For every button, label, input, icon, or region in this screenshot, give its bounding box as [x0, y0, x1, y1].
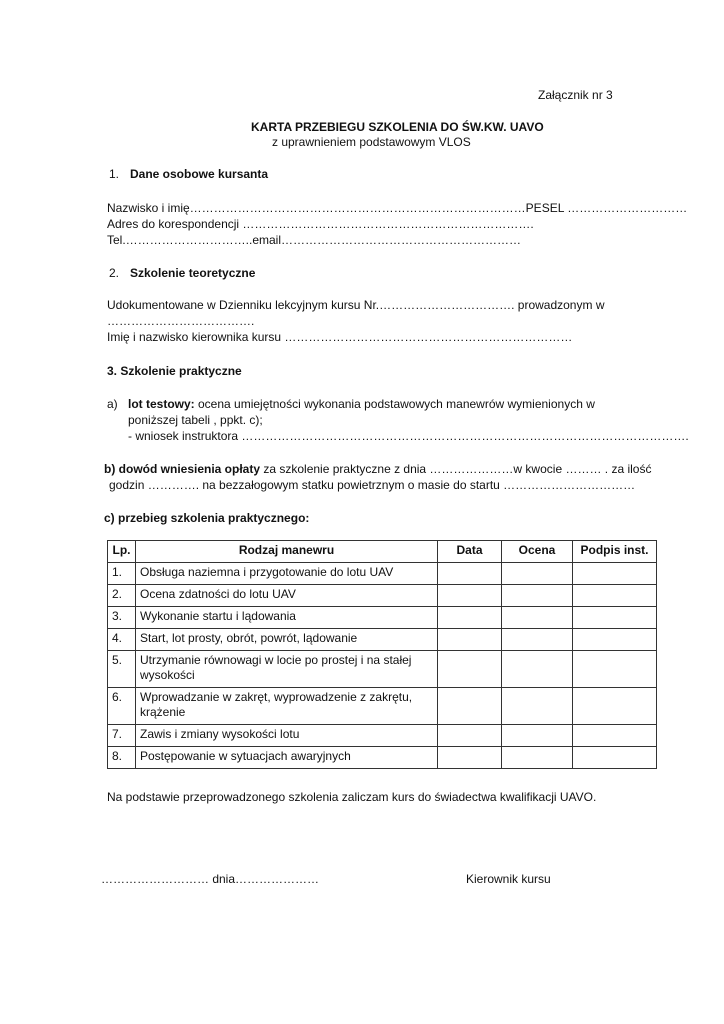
col-header-maneuver: Rodzaj manewru [136, 541, 438, 563]
row-signature-cell[interactable] [573, 725, 657, 747]
tel-email-line: Tel.…………………………..email…………………………………………………… [107, 233, 522, 247]
row-lp: 1. [108, 563, 136, 585]
table-row [108, 747, 657, 769]
table-row [108, 629, 657, 651]
row-maneuver: Postępowanie w sytuacjach awaryjnych [136, 747, 438, 769]
instructor-request-line: - wniosek instruktora …………………………………………………………………………………………………. [128, 429, 689, 443]
row-date-cell[interactable] [438, 651, 502, 688]
address-line: Adres do korespondencji ………………………………………………………………. [107, 217, 534, 231]
row-lp: 3. [108, 607, 136, 629]
row-date-cell[interactable] [438, 563, 502, 585]
table-row [108, 563, 657, 585]
row-lp: 5. [108, 651, 136, 688]
row-lp: 7. [108, 725, 136, 747]
maneuver-table [107, 540, 657, 769]
row-maneuver: Start, lot prosty, obrót, powrót, lądowanie [136, 629, 438, 651]
row-date-cell[interactable] [438, 725, 502, 747]
test-flight-text: ocena umiejętności wykonania podstawowych manewrów wymienionych w [194, 397, 595, 411]
item-a-prefix: a) [107, 397, 118, 411]
row-maneuver: Wykonanie startu i lądowania [136, 607, 438, 629]
item-b-line [104, 462, 651, 477]
row-signature-cell[interactable] [573, 688, 657, 725]
col-header-signature: Podpis inst. [573, 541, 657, 563]
row-grade-cell[interactable] [502, 725, 573, 747]
item-a-line [128, 397, 595, 412]
row-grade-cell[interactable] [502, 607, 573, 629]
row-signature-cell[interactable] [573, 747, 657, 769]
row-date-cell[interactable] [438, 747, 502, 769]
payment-proof-label: b) dowód wniesienia opłaty [104, 462, 261, 476]
section1-heading: Dane osobowe kursanta [130, 167, 269, 181]
row-grade-cell[interactable] [502, 563, 573, 585]
table-header-row [108, 541, 657, 563]
row-maneuver: Ocena zdatności do lotu UAV [136, 585, 438, 607]
row-maneuver: Obsługa naziemna i przygotowanie do lotu UAV [136, 563, 438, 585]
row-maneuver: Wprowadzanie w zakręt, wyprowadzenie z zakrętu, krążenie [136, 688, 438, 725]
course-manager-signature-label: Kierownik kursu [466, 872, 551, 886]
row-lp: 8. [108, 747, 136, 769]
row-grade-cell[interactable] [502, 585, 573, 607]
row-signature-cell[interactable] [573, 607, 657, 629]
row-grade-cell[interactable] [502, 629, 573, 651]
row-signature-cell[interactable] [573, 563, 657, 585]
row-grade-cell[interactable] [502, 651, 573, 688]
row-date-cell[interactable] [438, 607, 502, 629]
row-signature-cell[interactable] [573, 629, 657, 651]
row-grade-cell[interactable] [502, 747, 573, 769]
date-place-line: ……………………… dnia………………… [101, 872, 320, 886]
section2-heading: Szkolenie teoretyczne [130, 266, 256, 280]
row-maneuver: Zawis i zmiany wysokości lotu [136, 725, 438, 747]
row-date-cell[interactable] [438, 585, 502, 607]
test-flight-label: lot testowy: [128, 397, 195, 411]
table-row [108, 585, 657, 607]
section3-heading: 3. Szkolenie praktyczne [107, 364, 242, 378]
table-row [108, 725, 657, 747]
journal-line: Udokumentowane w Dzienniku lekcyjnym kursu Nr.……………………………. prowadzonym w [107, 298, 605, 312]
course-manager-line: Imię i nazwisko kierownika kursu ……………………………………………………………… [107, 330, 573, 344]
row-grade-cell[interactable] [502, 688, 573, 725]
payment-proof-text: za szkolenie praktyczne z dnia …………………w kwocie ……… . za ilość [260, 462, 652, 476]
document-title: KARTA PRZEBIEGU SZKOLENIA DO ŚW.KW. UAVO [251, 120, 544, 134]
item-b-line-cont: godzin …………. na bezzałogowym statku powietrznym o masie do startu …………………………… [109, 478, 636, 492]
item-c-heading: c) przebieg szkolenia praktycznego: [104, 511, 310, 525]
col-header-grade: Ocena [502, 541, 573, 563]
table-row [108, 607, 657, 629]
row-date-cell[interactable] [438, 688, 502, 725]
row-date-cell[interactable] [438, 629, 502, 651]
row-lp: 2. [108, 585, 136, 607]
row-lp: 6. [108, 688, 136, 725]
row-signature-cell[interactable] [573, 585, 657, 607]
row-maneuver: Utrzymanie równowagi w locie po prostej i na stałej wysokości [136, 651, 438, 688]
col-header-date: Data [438, 541, 502, 563]
conclusion-text: Na podstawie przeprowadzonego szkolenia zaliczam kurs do świadectwa kwalifikacji UAVO. [107, 790, 597, 804]
col-header-lp: Lp. [108, 541, 136, 563]
row-signature-cell[interactable] [573, 651, 657, 688]
annex-number: Załącznik nr 3 [538, 88, 613, 102]
journal-line-cont: ………………………………. [107, 314, 255, 328]
table-row [108, 688, 657, 725]
section2-number: 2. [109, 266, 120, 280]
table-row [108, 651, 657, 688]
name-pesel-line: Nazwisko i imię…………………………………………………………………………PESEL ………………………… [107, 201, 688, 215]
document-subtitle: z uprawnieniem podstawowym VLOS [272, 135, 471, 149]
item-a-line-cont: poniższej tabeli , ppkt. c); [128, 413, 263, 427]
section1-number: 1. [109, 167, 120, 181]
row-lp: 4. [108, 629, 136, 651]
